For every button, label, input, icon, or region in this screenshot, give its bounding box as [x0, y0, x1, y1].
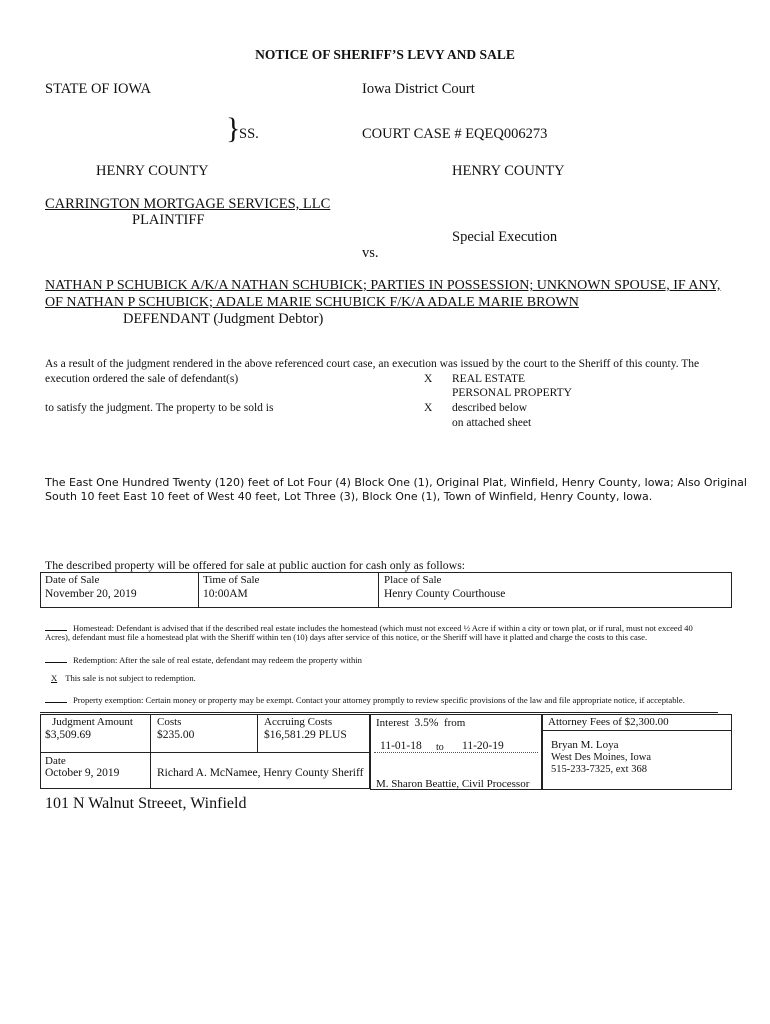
county-left: HENRY COUNTY: [96, 163, 209, 179]
date-label: Date: [45, 755, 66, 767]
homestead-notice-line-2: Acres), defendant must file a homestead plat with the Sheriff within ten (10) days after service of this notice, or the Sheriff will have it platted and charge the costs to this case.: [45, 632, 648, 642]
court-label: Iowa District Court: [362, 81, 475, 97]
exemption-text: Property exemption: Certain money or property may be exempt. Contact your attorney promptly to review specific provisions of the law and file appropriate notice, if acceptable.: [73, 695, 685, 705]
ss-label: SS.: [239, 126, 259, 142]
redemption-text: Redemption: After the sale of real estate, defendant may redeem the property within: [73, 655, 362, 665]
no-redemption-mark: X: [51, 673, 58, 683]
legal-description-line-2: South 10 feet East 10 feet of West 40 feet, Lot Three (3), Block One (1), Town of Winfield, Henry County, Iowa.: [45, 490, 653, 503]
costs-value: $235.00: [157, 729, 195, 741]
redemption-notice: [45, 653, 362, 665]
attached-sheet-option: on attached sheet: [452, 417, 532, 429]
redemption-blank: [45, 653, 67, 663]
sale-table-divider: [378, 572, 379, 608]
judgment-text-line-2: execution ordered the sale of defendant(s): [45, 373, 239, 385]
defendant-line-1: NATHAN P SCHUBICK A/K/A NATHAN SCHUBICK; PARTIES IN POSSESSION; UNKNOWN SPOUSE, IF ANY,: [45, 278, 721, 293]
exemption-blank: [45, 693, 67, 703]
sale-time-label: Time of Sale: [203, 574, 260, 586]
accruing-costs-label: Accruing Costs: [264, 716, 333, 728]
judgment-amount-label: Judgment Amount: [52, 716, 133, 728]
versus-label: vs.: [362, 245, 379, 261]
execution-type: Special Execution: [452, 229, 558, 245]
interest-start-date: 11-01-18: [380, 740, 422, 752]
legal-description-line-1: The East One Hundred Twenty (120) feet of Lot Four (4) Block One (1), Original Plat, Winfield, Henry County, Iowa; Also Original: [45, 476, 747, 489]
described-below-mark: X: [424, 402, 433, 414]
sale-time-value: 10:00AM: [203, 588, 248, 600]
real-estate-mark: X: [424, 373, 433, 385]
interest-from: from: [443, 717, 466, 729]
document-title: NOTICE OF SHERIFF’S LEVY AND SALE: [255, 47, 515, 62]
court-case-number: COURT CASE # EQEQ006273: [362, 126, 548, 142]
costs-divider: [150, 714, 151, 752]
attorney-fees: Attorney Fees of $2,300.00: [548, 716, 669, 728]
sale-table-divider: [198, 572, 199, 608]
costs-row-divider: [40, 752, 370, 753]
homestead-text: Homestead: Defendant is advised that if the described real estate includes the homestead (which must not exceed ½ Acre if within a city or town plat, or if rural, must not exceed 40: [73, 623, 693, 633]
judgment-amount-value: $3,509.69: [45, 729, 91, 741]
real-estate-option: REAL ESTATE: [452, 373, 526, 385]
attorney-name: Bryan M. Loya: [551, 739, 619, 751]
civil-processor: M. Sharon Beattie, Civil Processor: [376, 778, 530, 790]
interest-label: Interest: [376, 717, 409, 729]
attorney-city: West Des Moines, Iowa: [551, 752, 652, 763]
costs-table-top: [40, 712, 718, 713]
judgment-text-line-1: As a result of the judgment rendered in the above referenced court case, an execution was issued by the court to the Sheriff of this county. The: [45, 358, 700, 370]
date-value: October 9, 2019: [45, 767, 120, 779]
attorney-phone: 515-233-7325, ext 368: [551, 764, 647, 775]
plaintiff-name: CARRINGTON MORTGAGE SERVICES, LLC: [45, 196, 331, 212]
brace-icon: }: [226, 112, 241, 145]
personal-property-option: PERSONAL PROPERTY: [452, 387, 572, 399]
plaintiff-label: PLAINTIFF: [132, 212, 205, 228]
sale-place-value: Henry County Courthouse: [384, 588, 506, 600]
sale-date-value: November 20, 2019: [45, 588, 137, 600]
sale-date-label: Date of Sale: [45, 574, 100, 586]
county-right: HENRY COUNTY: [452, 163, 565, 179]
interest-to: to: [436, 742, 444, 753]
accruing-costs-value: $16,581.29 PLUS: [264, 729, 347, 741]
costs-divider: [257, 714, 258, 752]
interest-rate: 3.5%: [414, 717, 439, 729]
no-redemption-notice: [45, 673, 196, 683]
interest-line: [376, 717, 465, 730]
sale-place-label: Place of Sale: [384, 574, 442, 586]
state-label: STATE OF IOWA: [45, 81, 151, 97]
described-below-option: described below: [452, 402, 528, 414]
property-exemption-notice: [45, 693, 685, 705]
property-address: 101 N Walnut Streeet, Winfield: [45, 795, 247, 812]
sale-intro: The described property will be offered for sale at public auction for cash only as follows:: [45, 558, 466, 572]
sheriff-name: Richard A. McNamee, Henry County Sheriff: [157, 767, 364, 779]
costs-label: Costs: [157, 716, 182, 728]
defendant-label: DEFENDANT (Judgment Debtor): [123, 311, 324, 327]
attorney-divider: [542, 730, 732, 731]
homestead-blank: [45, 621, 67, 631]
judgment-text-line-3: to satisfy the judgment. The property to be sold is: [45, 402, 274, 414]
interest-end-date: 11-20-19: [462, 740, 504, 752]
no-redemption-text: This sale is not subject to redemption.: [65, 673, 196, 683]
costs-divider: [150, 752, 151, 789]
defendant-line-2: OF NATHAN P SCHUBICK; ADALE MARIE SCHUBICK F/K/A ADALE MARIE BROWN: [45, 295, 579, 310]
